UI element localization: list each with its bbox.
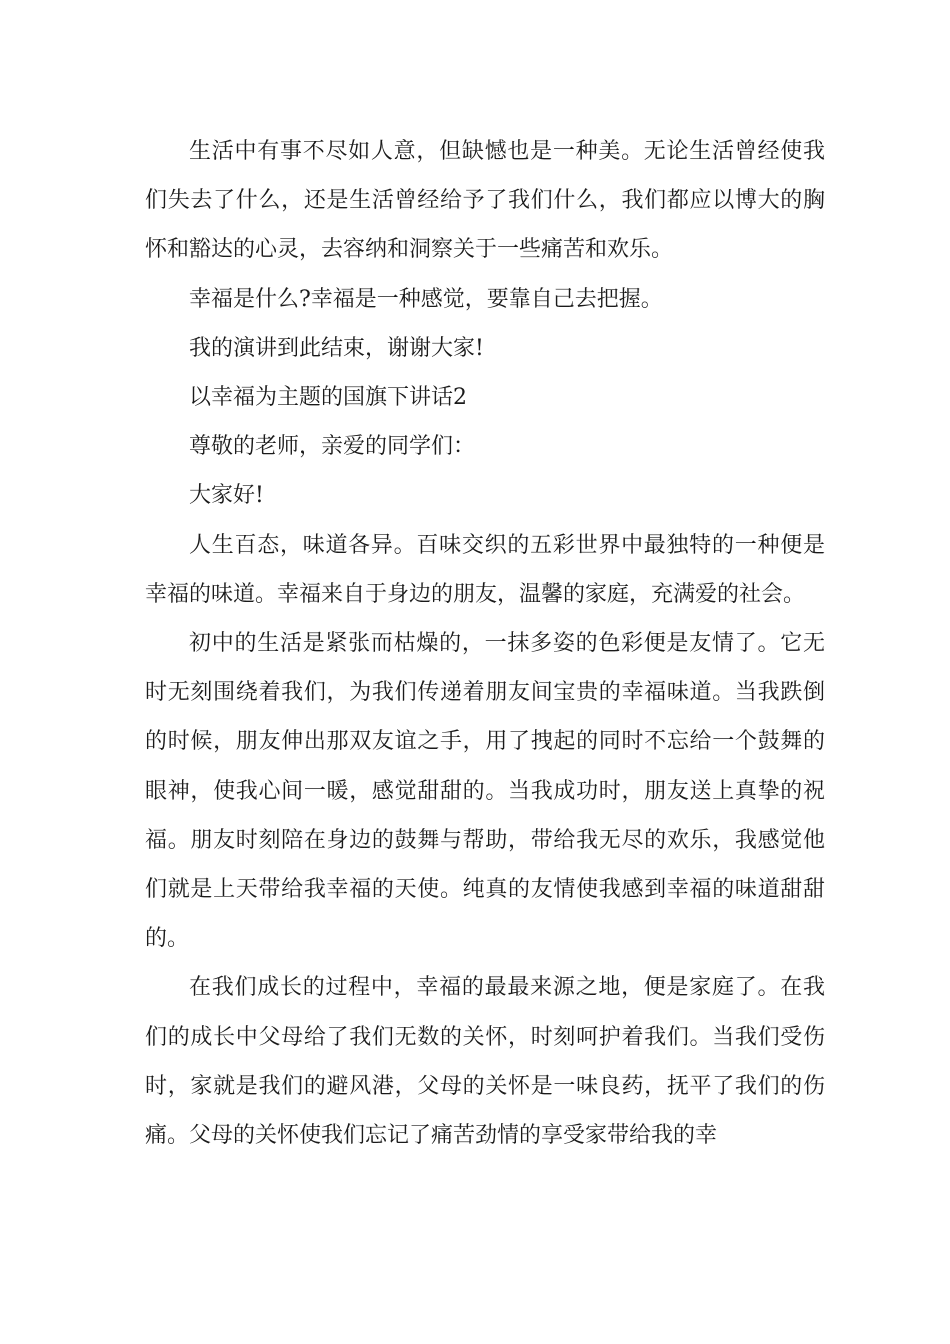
- paragraph-3: 我的演讲到此结束，谢谢大家!: [189, 335, 484, 361]
- greeting: 大家好!: [189, 483, 264, 509]
- salutation: 尊敬的老师，亲爱的同学们：: [189, 434, 476, 460]
- document-body: [145, 127, 825, 1160]
- paragraph-1: 生活中有事不尽如人意，但缺憾也是一种美。无论生活曾经使我们失去了什么，还是生活曾经给予了我们什么，我们都应以博大的胸怀和豁达的心灵，去容纳和洞察关于一些痛苦和欢乐。: [145, 139, 825, 263]
- paragraph-9: 在我们成长的过程中，幸福的最最来源之地，便是家庭了。在我们的成长中父母给了我们无数的关怀，时刻呵护着我们。当我们受伤时，家就是我们的避风港，父母的关怀是一味良药，抚平了我们的伤痛。父母的关怀使我们忘记了痛苦劲情的享受家带给我的幸: [145, 975, 825, 1149]
- paragraph-2: 幸福是什么?幸福是一种感觉，要靠自己去把握。: [189, 286, 663, 312]
- paragraph-8: 初中的生活是紧张而枯燥的，一抹多姿的色彩便是友情了。它无时无刻围绕着我们，为我们传递着朋友间宝贵的幸福味道。当我跌倒的时候，朋友伸出那双友谊之手，用了拽起的同时不忘给一个鼓舞的眼神，使我心间一暖，感觉甜甜的。当我成功时，朋友送上真挚的祝福。朋友时刻陪在身边的鼓舞与帮助，带给我无尽的欢乐，我感觉他们就是上天带给我幸福的天使。纯真的友情使我感到幸福的味道甜甜的。: [145, 631, 825, 952]
- paragraph-7: 人生百态，味道各异。百味交织的五彩世界中最独特的一种便是幸福的味道。幸福来自于身边的朋友，温馨的家庭，充满爱的社会。: [145, 532, 825, 607]
- section-heading: 以幸福为主题的国旗下讲话2: [189, 385, 467, 411]
